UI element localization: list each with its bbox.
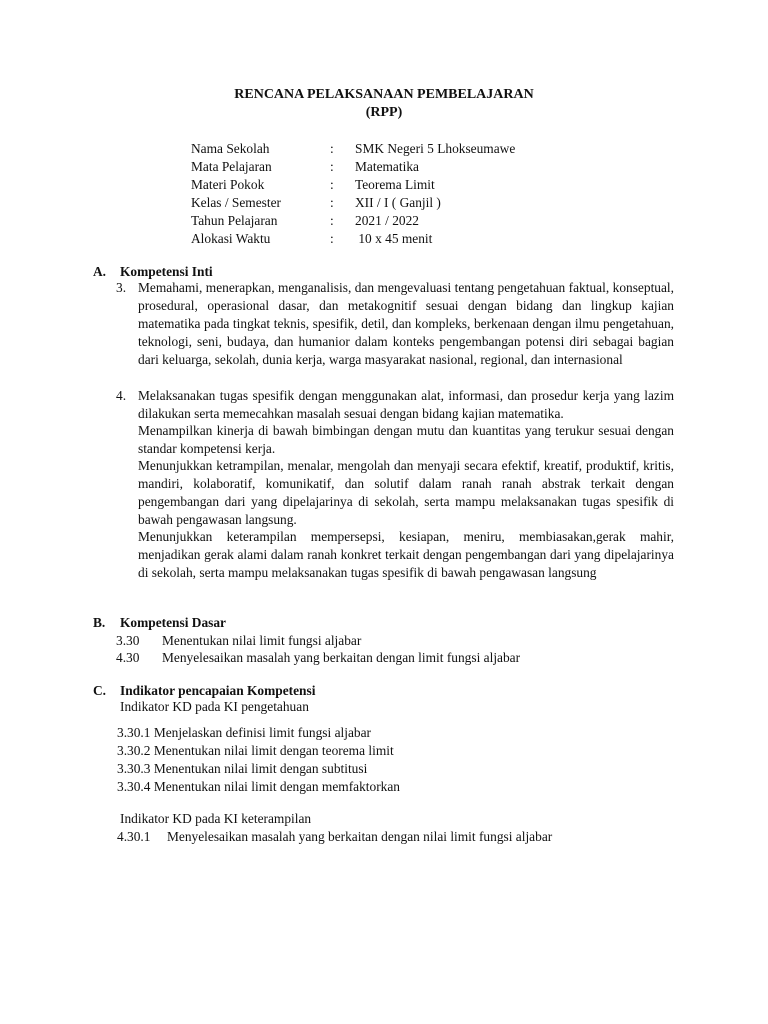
list-text: Menyelesaikan masalah yang berkaitan dengan limit fungsi aljabar (162, 650, 521, 665)
info-label: Mata Pelajaran (191, 159, 272, 174)
list-text: Memahami, menerapkan, menganalisis, dan mengevaluasi tentang pengetahuan faktual, konseptual, prosedural, operasional dasar, dan metakognitif sesuai dengan bidang dan lingkup kajian matematika pada tingkat teknis, spesifik, detil, dan kompleks, berkenaan dengan ilmu pengetahuan, teknologi, seni, budaya, dan humanior dalam konteks pengembangan potensi diri sebagai bagian dari keluarga, sekolah, dunia kerja, warga masyarakat nasional, regional, dan internasional (138, 280, 674, 367)
info-colon: : (330, 231, 334, 246)
list-number: 4. (116, 388, 127, 403)
paragraph: Menunjukkan keterampilan mempersepsi, kesiapan, meniru, membiasakan,gerak mahir, menjadikan gerak alami dalam ranah konkret terkait dengan pengembangan dari yang dipelajarinya di sekolah, serta mampu melaksanakan tugas spesifik di bawah pengawasan langsung (138, 529, 674, 580)
info-value: 2021 / 2022 (355, 213, 419, 228)
info-value: Matematika (355, 159, 419, 174)
section-title: Kompetensi Inti (120, 264, 213, 279)
document-subtitle: (RPP) (365, 105, 403, 120)
info-row-subject (191, 158, 611, 176)
info-value: 10 x 45 menit (355, 231, 433, 246)
list-number: 4.30 (116, 650, 140, 665)
paragraph: Menampilkan kinerja di bawah bimbingan dengan mutu dan kuantitas yang terukur sesuai dengan standar kompetensi kerja. (138, 423, 674, 456)
info-colon: : (330, 213, 334, 228)
info-label: Tahun Pelajaran (191, 213, 278, 228)
info-row-class (191, 194, 611, 212)
list-number: 3.30 (116, 633, 140, 648)
list-item: 3.30.3 Menentukan nilai limit dengan subtitusi (117, 761, 368, 776)
subheading-ki-keterampilan: Indikator KD pada KI keterampilan (120, 811, 312, 826)
list-number: 3. (116, 280, 127, 295)
info-label: Alokasi Waktu (191, 231, 271, 246)
info-label: Kelas / Semester (191, 195, 281, 210)
info-colon: : (330, 177, 334, 192)
info-colon: : (330, 195, 334, 210)
section-letter: A. (93, 264, 107, 279)
info-value: XII / I ( Ganjil ) (355, 195, 441, 210)
info-row-school (191, 140, 611, 158)
section-letter: B. (93, 615, 106, 630)
list-item: 3.30.1 Menjelaskan definisi limit fungsi aljabar (117, 725, 371, 740)
list-item: 3.30.2 Menentukan nilai limit dengan teorema limit (117, 743, 394, 758)
school-info-table (191, 140, 611, 248)
document-title: RENCANA PELAKSANAAN PEMBELAJARAN (234, 87, 534, 102)
info-label: Nama Sekolah (191, 141, 270, 156)
section-title: Kompetensi Dasar (120, 615, 227, 630)
section-letter: C. (93, 683, 107, 698)
info-row-year (191, 212, 611, 230)
list-text: Menentukan nilai limit fungsi aljabar (162, 633, 362, 648)
subheading-ki-pengetahuan: Indikator KD pada KI pengetahuan (120, 699, 309, 714)
list-text: Melaksanakan tugas spesifik dengan menggunakan alat, informasi, dan prosedur kerja yang lazim dilakukan serta memecahkan masalah sesuai dengan bidang kajian matematika. (138, 388, 674, 421)
section-title: Indikator pencapaian Kompetensi (120, 683, 316, 698)
info-row-topic (191, 176, 611, 194)
paragraph: Menunjukkan ketrampilan, menalar, mengolah dan menyaji secara efektif, kreatif, produktif, kritis, mandiri, kolaboratif, komunikatif, dan solutif dalam ranah ranah abstrak terkait dengan pengembangan dari yang dipelajarinya di sekolah, serta mampu melaksanakan tugas spesifik di bawah pengawasan langsung. (138, 458, 674, 527)
list-number: 4.30.1 (117, 829, 151, 844)
list-text: Menyelesaikan masalah yang berkaitan dengan nilai limit fungsi aljabar (167, 829, 553, 844)
list-item: 3.30.4 Menentukan nilai limit dengan memfaktorkan (117, 779, 400, 794)
info-row-time (191, 230, 611, 248)
info-colon: : (330, 159, 334, 174)
info-colon: : (330, 141, 334, 156)
info-value: Teorema Limit (355, 177, 435, 192)
info-label: Materi Pokok (191, 177, 265, 192)
info-value: SMK Negeri 5 Lhokseumawe (355, 141, 516, 156)
